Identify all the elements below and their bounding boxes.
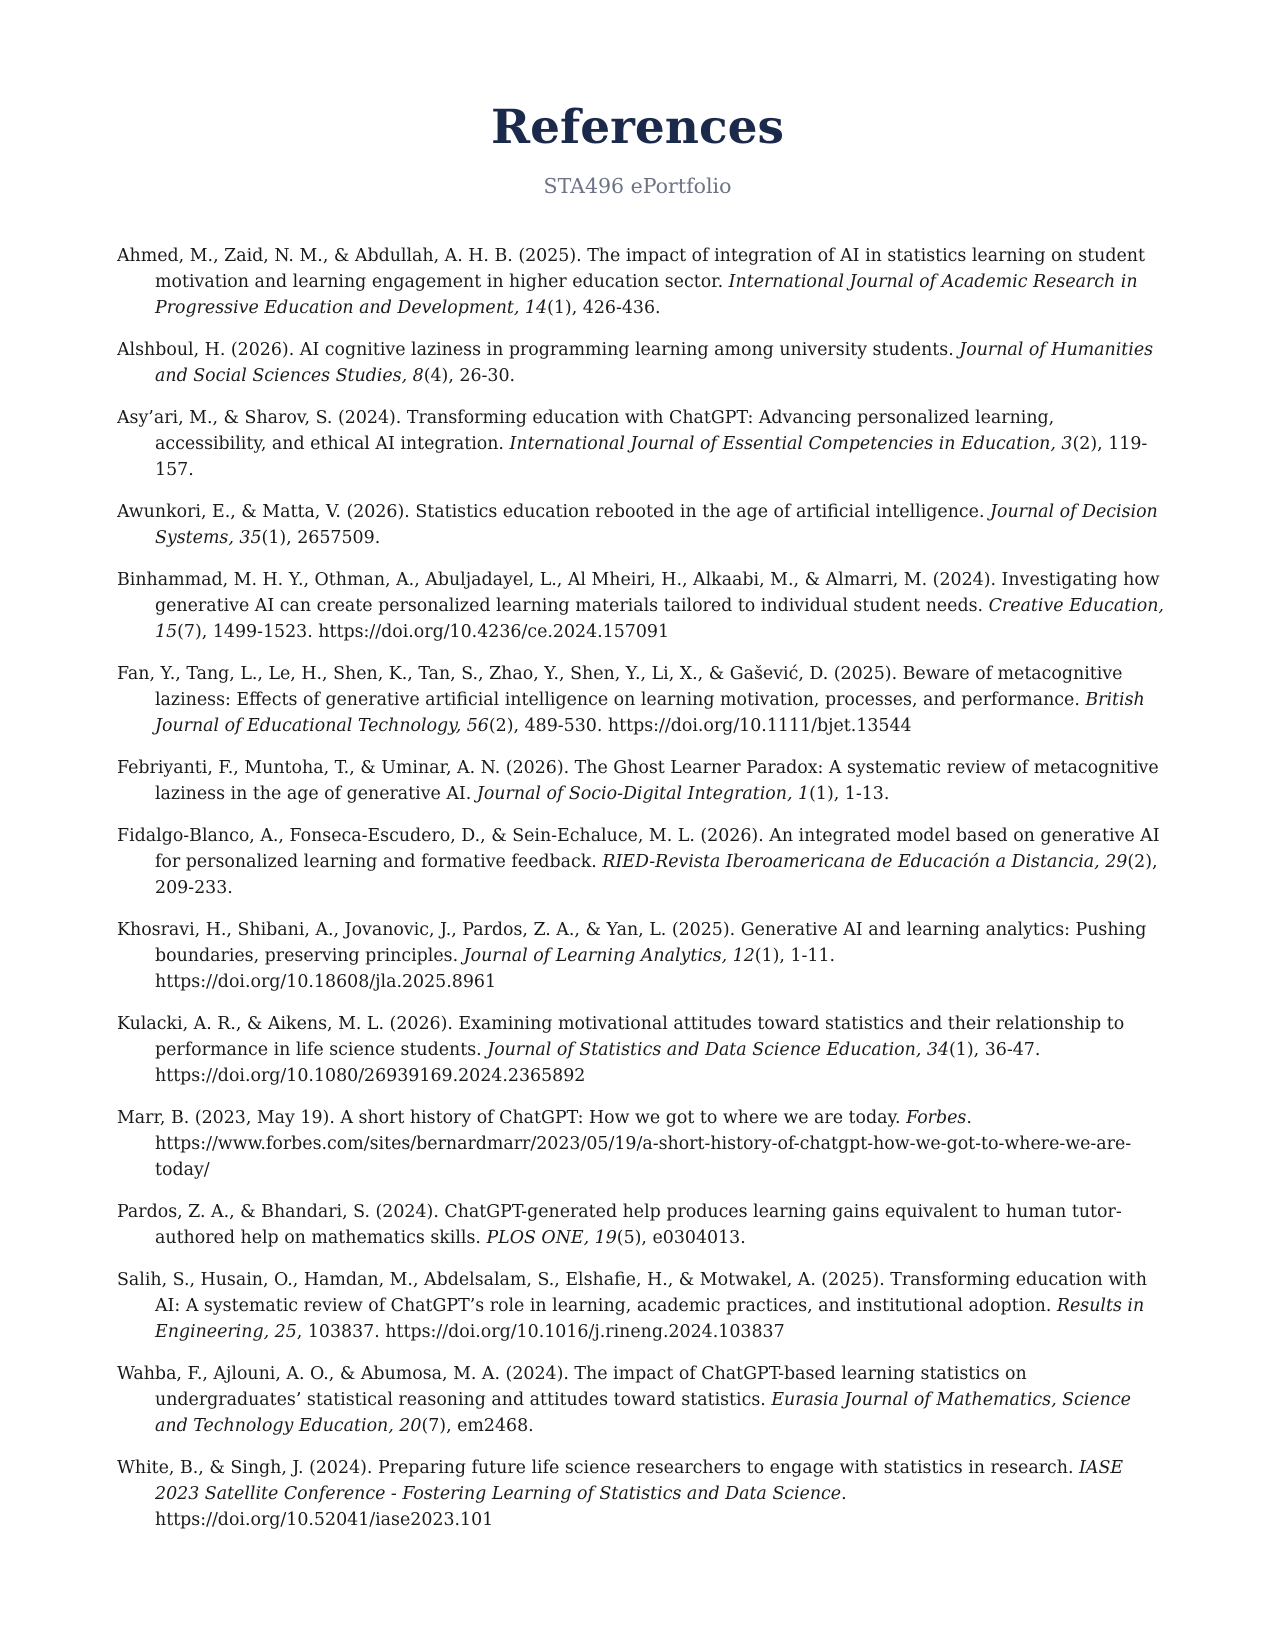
reference-source: Journal of Socio-Digital Integration, 1 [476, 784, 810, 804]
reference-text: Alshboul, H. (2026). AI cognitive laziness in programming learning among university students. [117, 340, 960, 360]
reference-source: International Journal of Essential Competencies in Education, 3 [509, 434, 1073, 454]
reference-item [117, 1455, 1167, 1533]
reference-item [117, 337, 1167, 389]
reference-text: White, B., & Singh, J. (2024). Preparing future life science researchers to engage with statistics in research. [117, 1458, 1080, 1478]
reference-item [117, 661, 1167, 739]
page-title: References [491, 100, 784, 155]
reference-source: Results in Engineering, 25 [155, 1296, 1145, 1342]
reference-item [117, 1199, 1167, 1251]
reference-item [117, 405, 1167, 483]
reference-details: (2), 209-233. [155, 852, 1158, 898]
reference-source: IASE 2023 Satellite Conference - Fostering Learning of Statistics and Data Science [155, 1458, 1124, 1504]
reference-details: (5), e0304013. [616, 1228, 746, 1248]
reference-item [117, 567, 1167, 645]
reference-source: British Journal of Educational Technology, 56 [155, 690, 1145, 736]
reference-text: Pardos, Z. A., & Bhandari, S. (2024). ChatGPT-generated help produces learning gains equivalent to human tutor-authored help on mathematics skills. [117, 1202, 1122, 1248]
reference-source: International Journal of Academic Research in Progressive Education and Development, 14 [155, 272, 1138, 318]
reference-source: Eurasia Journal of Mathematics, Science and Technology Education, 20 [155, 1390, 1131, 1436]
reference-item [117, 755, 1167, 807]
reference-source: PLOS ONE, 19 [486, 1228, 617, 1248]
reference-details: (1), 36-47. https://doi.org/10.1080/26939169.2024.2365892 [155, 1040, 1041, 1086]
reference-item [117, 1361, 1167, 1439]
reference-details: (1), 2657509. [261, 528, 381, 548]
reference-item [117, 499, 1167, 551]
reference-details: . https://www.forbes.com/sites/bernardmarr/2023/05/19/a-short-history-of-chatgpt-how-we-got-to-where-we-are-today/ [155, 1108, 1132, 1180]
reference-item [117, 823, 1167, 901]
reference-text: Fan, Y., Tang, L., Le, H., Shen, K., Tan, S., Zhao, Y., Shen, Y., Li, X., & Gašević, D. (2025). Beware of metacognitive laziness: Effects of generative artificial intelligence on learning motivation, processes, and performance. [117, 664, 1123, 710]
reference-text: Khosravi, H., Shibani, A., Jovanovic, J., Pardos, Z. A., & Yan, L. (2025). Generative AI and learning analytics: Pushing boundaries, preserving principles. [117, 920, 1147, 966]
reference-text: Kulacki, A. R., & Aikens, M. L. (2026). Examining motivational attitudes toward statistics and their relationship to performance in life science students. [117, 1014, 1125, 1060]
reference-details: (7), 1499-1523. https://doi.org/10.4236/ce.2024.157091 [177, 622, 670, 642]
reference-item [117, 1267, 1167, 1345]
reference-text: Wahba, F., Ajlouni, A. O., & Abumosa, M. A. (2024). The impact of ChatGPT-based learning statistics on undergraduates’ statistical reasoning and attitudes toward statistics. [117, 1364, 1027, 1410]
reference-item [117, 1011, 1167, 1089]
reference-details: (2), 489-530. https://doi.org/10.1111/bjet.13544 [488, 716, 912, 736]
reference-details: (1), 1-13. [809, 784, 890, 804]
reference-details: (4), 26-30. [423, 366, 516, 386]
reference-text: Ahmed, M., Zaid, N. M., & Abdullah, A. H. B. (2025). The impact of integration of AI in statistics learning on student motivation and learning engagement in higher education sector. [117, 246, 1145, 292]
reference-source: RIED-Revista Iberoamericana de Educación a Distancia, 29 [602, 852, 1128, 872]
reference-text: Binhammad, M. H. Y., Othman, A., Abuljadayel, L., Al Mheiri, H., Alkaabi, M., & Almarri, M. (2024). Investigating how generative AI can create personalized learning materials tailored to individual student needs. [117, 570, 1160, 616]
reference-details: , 103837. https://doi.org/10.1016/j.rineng.2024.103837 [296, 1322, 785, 1342]
reference-details: (1), 426-436. [547, 298, 661, 318]
reference-source: Creative Education, 15 [155, 596, 1164, 642]
reference-item [117, 917, 1167, 995]
reference-text: Salih, S., Husain, O., Hamdan, M., Abdelsalam, S., Elshafie, H., & Motwakel, A. (2025). Transforming education with AI: A systematic review of ChatGPT’s role in learning, academic practices, and institutional adoption. [117, 1270, 1147, 1316]
page-subtitle: STA496 ePortfolio [543, 174, 732, 198]
reference-details: (1), 1-11. https://doi.org/10.18608/jla.2025.8961 [155, 946, 836, 992]
reference-source: Journal of Humanities and Social Sciences Studies, 8 [155, 340, 1154, 386]
reference-details: (7), em2468. [421, 1416, 534, 1436]
reference-details: (2), 119-157. [155, 434, 1148, 480]
reference-text: Febriyanti, F., Muntoha, T., & Uminar, A. N. (2026). The Ghost Learner Paradox: A systematic review of metacognitive laziness in the age of generative AI. [117, 758, 1159, 804]
reference-details: . https://doi.org/10.52041/iase2023.101 [155, 1484, 847, 1530]
reference-list [117, 243, 1167, 1549]
reference-text: Awunkori, E., & Matta, V. (2026). Statistics education rebooted in the age of artificial intelligence. [117, 502, 990, 522]
reference-text: Asy’ari, M., & Sharov, S. (2024). Transforming education with ChatGPT: Advancing personalized learning, accessibility, and ethical AI integration. [117, 408, 1055, 454]
reference-source: Journal of Statistics and Data Science Education, 34 [487, 1040, 950, 1060]
reference-text: Marr, B. (2023, May 19). A short history of ChatGPT: How we got to where we are today. [117, 1108, 907, 1128]
reference-source: Journal of Decision Systems, 35 [155, 502, 1158, 548]
reference-source: Forbes [906, 1108, 967, 1128]
reference-item [117, 243, 1167, 321]
reference-source: Journal of Learning Analytics, 12 [463, 946, 755, 966]
reference-text: Fidalgo-Blanco, A., Fonseca-Escudero, D., & Sein-Echaluce, M. L. (2026). An integrated model based on generative AI for personalized learning and formative feedback. [117, 826, 1160, 872]
reference-item [117, 1105, 1167, 1183]
